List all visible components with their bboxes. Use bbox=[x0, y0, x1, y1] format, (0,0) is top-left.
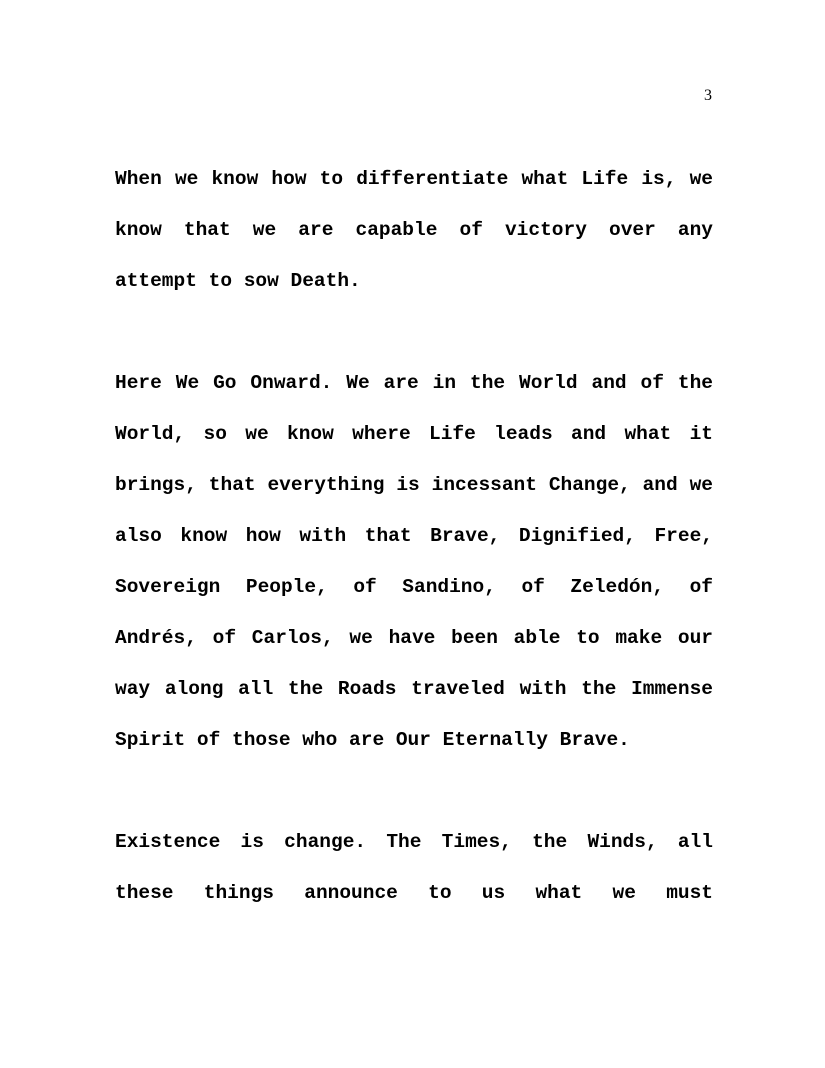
body-text bbox=[115, 154, 713, 919]
paragraph-1: When we know how to differentiate what Life is, we know that we are capable of victory over any attempt to sow Death. bbox=[115, 168, 713, 292]
page-number: 3 bbox=[704, 87, 712, 104]
paragraph-2: Here We Go Onward. We are in the World and of the World, so we know where Life leads and what it brings, that everything is incessant Change, and we also know how with that Brave, Dignified, Free, Sovereign People, of Sandino, of Zeledón, of Andrés, of Carlos, we have been able to make our way along all the Roads traveled with the Immense Spirit of those who are Our Eternally Brave. bbox=[115, 372, 713, 751]
paragraph-3: Existence is change. The Times, the Winds, all these things announce to us what we must bbox=[115, 831, 713, 904]
